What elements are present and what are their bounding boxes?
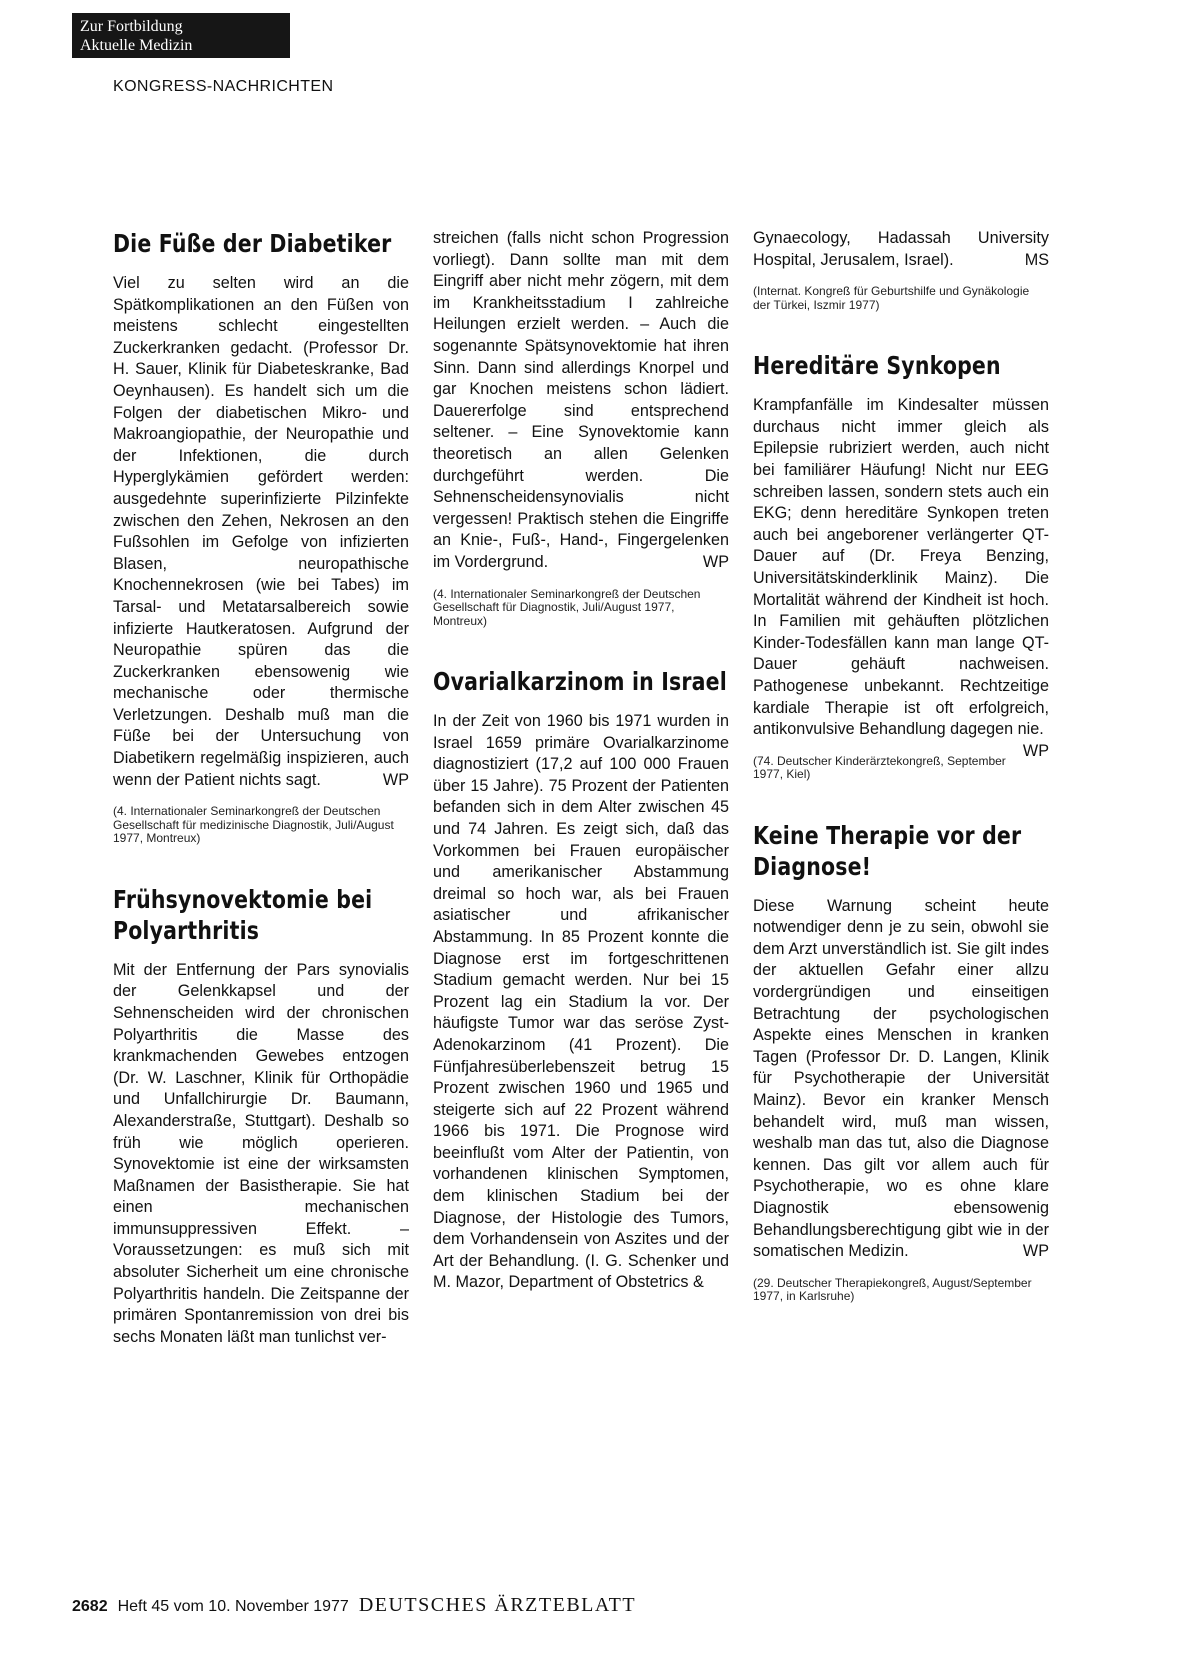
issue-info: Heft 45 vom 10. November 1977 [117,1598,349,1615]
article-text: Viel zu selten wird an die Spätkomplikationen an den Füßen von meistens schlecht eingestellten Zuckerkranken gedacht. (Professor Dr. H. Sauer, Klinik für Diabeteskranke, Bad Oeynhausen). Es handelt sich um die Folgen der diabetischen Mikro- und Makroangiopathie, der Neuropathie und der Infektionen, die durch Hyperglykämien gefördert werden: ausgedehnte superinfizierte Pilzinfekte zwischen den Zehen, Nekrosen an den Fußsohlen im Gefolge von infizierten Blasen, neuropathische Knochennekrosen (wie bei Tabes) im Tarsal- und Metatarsalbereich sowie infizierte Hautkeratosen. Aufgrund der Neuropathie spüren das die Zuckerkranken ebensowenig wie mechanische oder thermische Verletzungen. Deshalb muß man die Füße bei der Untersuchung von Diabetikern regelmäßig inspizieren, auch wenn der Patient nichts sagt. [113,274,409,789]
author-signature: MS [1024,250,1049,269]
article [113,884,409,1349]
article-source: (29. Deutscher Therapiekongreß, August/September 1977, in Karlsruhe) [753,1275,1032,1304]
page-number: 2682 [72,1598,108,1615]
article-text: Gynaecology, Hadassah University Hospital, Jerusalem, Israel). [753,229,1049,269]
article [113,228,409,846]
column-1 [113,228,409,1386]
article-source: (74. Deutscher Kinderärztekongreß, September 1977, Kiel) [753,753,1006,782]
article [753,350,1049,782]
article [433,228,729,628]
article [753,228,1049,312]
author-signature: WP [702,552,729,571]
section-label: KONGRESS-NACHRICHTEN [113,78,334,95]
article-text: In der Zeit von 1960 bis 1971 wurden in Israel 1659 primäre Ovarialkarzinome diagnostiziert (17,2 auf 100 000 Frauen über 15 Jahre). 75 Prozent der Patienten befanden sich in dem Alter zwischen 45 und 74 Jahren. Es zeigt sich, daß das Vorkommen bei Frauen europäischer und amerikanischer Abstammung dreimal so hoch war, als bei Frauen asiatischer und afrikanischer Abstammung. In 85 Prozent konnte die Diagnose erst im fortgeschrittenen Stadium gemacht werden. Nur bei 15 Prozent lag ein Stadium la vor. Der häufigste Tumor war das seröse Zyst-Adenokarzinom (41 Prozent). Die Fünfjahresüberlebenszeit betrug 15 Prozent zwischen 1960 und 1965 und steigerte sich auf 22 Prozent während 1966 bis 1971. Die Prognose wird beeinflußt vom Alter der Patientin, von vorhandenen klinischen Symptomen, dem klinischen Stadium bei der Diagnose, der Histologie des Tumors, dem Vorhandensein von Aszites und der Art der Behandlung. (I. G. Schenker und M. Mazor, Department of Obstetrics & [433,712,729,1292]
article-source: (4. Internationaler Seminarkongreß der Deutschen Gesellschaft für Diagnostik, Juli/August 1977, Montreux) [433,586,701,628]
article-title: Die Füße der Diabetiker [113,229,392,258]
article [753,820,1049,1304]
article-text: streichen (falls nicht schon Progression vorliegt). Dann sollte man mit dem Eingriff aber nicht mehr zögern, mit dem im Krankheitsstadium I zahlreiche Heilungen erzielt werden. – Auch die sogenannte Spätsynovektomie hat ihren Sinn. Dann sind allerdings Knorpel und gar Knochen meistens schon lädiert. Dauererfolge sind entsprechend seltener. – Eine Synovektomie kann theoretisch an allen Gelenken durchgeführt werden. Die Sehnenscheidensynovialis nicht vergessen! Praktisch stehen die Eingriffe an Knie-, Fuß-, Hand-, Fingergelenken im Vordergrund. [433,229,729,571]
article-text: Diese Warnung scheint heute notwendiger denn je zu sein, obwohl sie dem Arzt unverständlich ist. Sie gilt indes der aktuellen Gefahr einer allzu vordergründigen und einseitigen Betrachtung der psychologischen Aspekte eines Menschen in kranken Tagen (Professor Dr. D. Langen, Klinik für Psychotherapie der Universität Mainz). Bevor ein kranker Mensch behandelt wird, muß man wissen, weshalb man das tut, also die Diagnose kennen. Das gilt vor allem auch für Psychotherapie, wo es ohne klare Diagnostik ebensowenig Behandlungsberechtigung gibt wie in der somatischen Medizin. [753,896,1049,1261]
article-body [753,896,1049,1263]
article-body [753,228,1049,271]
page-footer [72,1594,636,1617]
author-signature: WP [1022,1242,1049,1261]
article-body [753,395,1049,760]
section-badge [72,13,290,58]
article-title: Hereditäre Synkopen [753,351,1001,381]
article-body [433,711,729,1294]
article-title: Frühsynovektomie bei Polyarthritis [113,884,373,945]
article-body [113,273,409,791]
article-source: (Internat. Kongreß für Geburtshilfe und Gynäkologie der Türkei, Iszmir 1977) [753,284,1030,312]
article-title: Keine Therapie vor der Diagnose! [753,820,1022,881]
author-signature: WP [1022,741,1049,760]
article-title: Ovarialkarzinom in Israel [433,667,727,696]
article-body [433,228,729,574]
badge-line-1: Zur Fortbildung [80,18,183,35]
badge-line-2: Aktuelle Medizin [80,37,193,54]
article-text: Krampfanfälle im Kindesalter müssen durchaus nicht immer gleich als Epilepsie rubriziert werden, auch nicht bei familiärer Häufung! Nicht nur EEG schreiben lassen, sondern stets auch ein EKG; denn hereditäre Synkopen treten auch bei angeborener verlängerter QT-Dauer auf (Dr. Freya Benzing, Universitätskinderklinik Mainz). Die Mortalität während der Kindheit ist hoch. In Familien mit gehäuften plötzlichen Kinder-Todesfällen kann man lange QT-Dauer gehäuft nachweisen. Pathogenese unbekannt. Rechtzeitige kardiale Therapie ist oft erfolgreich, antikonvulsive Behandlung dagegen nie. [753,396,1049,739]
journal-name: DEUTSCHES ÄRZTEBLATT [358,1594,637,1616]
column-3 [753,228,1049,1342]
article [433,666,729,1294]
article-text: Mit der Entfernung der Pars synovialis der Gelenkkapsel und der Sehnenscheiden wird der chronischen Polyarthritis die Masse des krankmachenden Gewebes entzogen (Dr. W. Laschner, Klinik für Orthopädie und Unfallchirurgie Dr. Baumann, Alexanderstraße, Stuttgart). Deshalb so früh wie möglich operieren. Synovektomie ist eine der wirksamsten Maßnamen der Basistherapie. Sie hat einen mechanischen immunsuppressiven Effekt. – Voraussetzungen: es muß sich mit absoluter Sicherheit um eine chronische Polyarthritis handeln. Die Zeitspanne der primären Spontanremission von drei bis sechs Monaten läßt man tunlichst ver- [113,960,409,1346]
column-2 [433,228,729,1332]
article-source: (4. Internationaler Seminarkongreß der Deutschen Gesellschaft für medizinische Diagnostik, Juli/August 1977, Montreux) [113,804,394,846]
article-body [113,960,409,1349]
author-signature: WP [382,770,409,789]
